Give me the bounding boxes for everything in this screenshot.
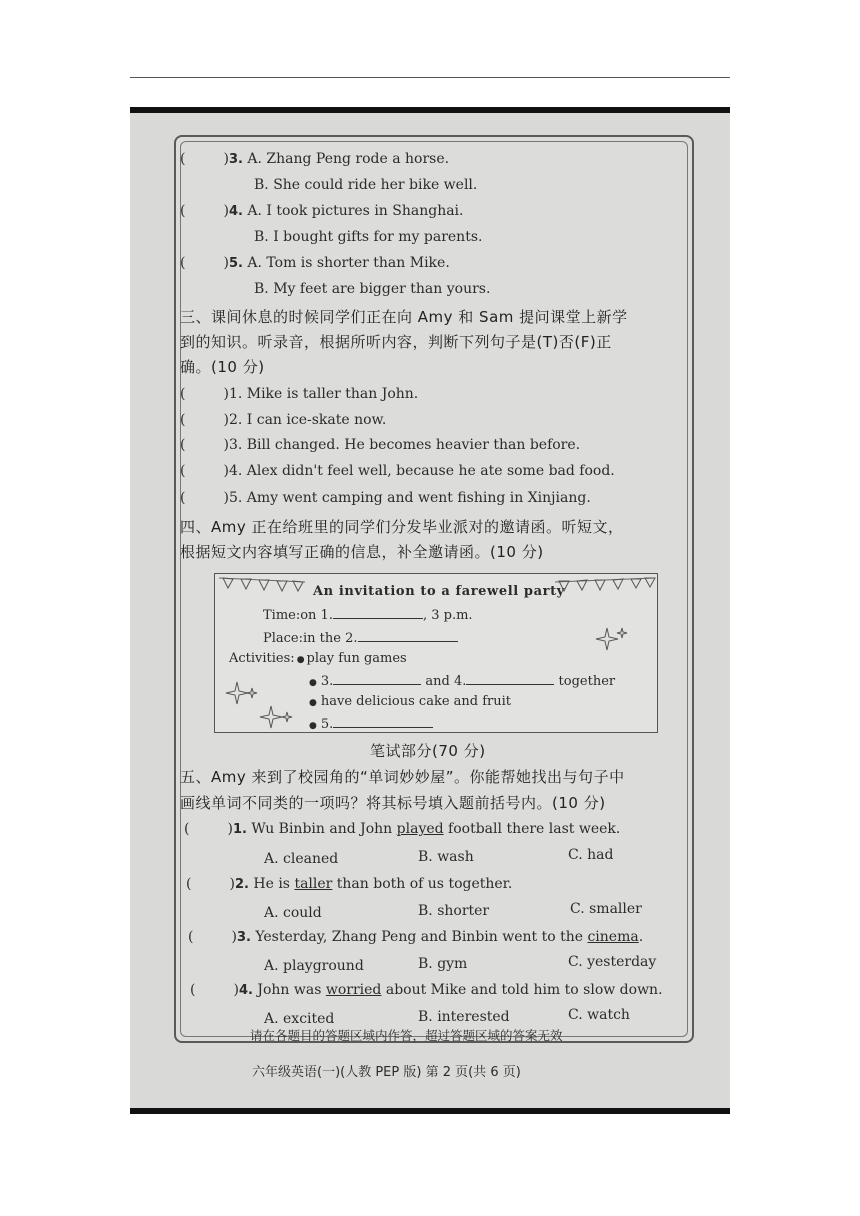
tf-item: ( )3. Bill changed. He becomes heavier than before.: [180, 437, 581, 453]
option-b: B. gym: [418, 956, 468, 972]
option-a: A. playground: [264, 958, 364, 974]
section-5-heading: 五、Amy 来到了校园角的“单词妙妙屋”。你能帮她找出与句子中: [180, 768, 625, 786]
invitation-title: An invitation to a farewell party: [313, 584, 565, 599]
question-row: ( )5. A. Tom is shorter than Mike.: [180, 255, 450, 271]
option-a: A. could: [264, 905, 322, 921]
answer-area-note: 请在各题目的答题区域内作答，超过答题区域的答案无效: [250, 1028, 563, 1043]
tf-item: ( )4. Alex didn't feel well, because he ate some bad food.: [180, 463, 615, 479]
sparkle-icon: [257, 702, 297, 732]
invitation-activity: ● 5.: [309, 715, 433, 732]
tf-item: ( )2. I can ice-skate now.: [180, 412, 387, 428]
invitation-place: Place:in the 2.: [263, 629, 458, 646]
question-row: ( )3. A. Zhang Peng rode a horse.: [180, 151, 450, 167]
section-3-heading: 确。(10 分): [180, 358, 265, 376]
invitation-card: [214, 573, 658, 733]
option-c: C. had: [568, 847, 614, 863]
tf-item: ( )5. Amy went camping and went fishing in Xinjiang.: [180, 490, 591, 506]
option-a: A. excited: [264, 1011, 335, 1027]
option-b: B. I bought gifts for my parents.: [254, 229, 483, 245]
section-5-heading: 画线单词不同类的一项吗？将其标号填入题前括号内。(10 分): [180, 794, 606, 812]
invitation-activity: ● have delicious cake and fruit: [309, 694, 512, 709]
invitation-time: Time:on 1. , 3 p.m.: [263, 608, 473, 623]
tf-item: ( )1. Mike is taller than John.: [180, 386, 419, 402]
question-row: ( )2. He is taller than both of us together.: [186, 876, 513, 892]
option-b: B. She could ride her bike well.: [254, 177, 478, 193]
option-a: A. cleaned: [264, 851, 339, 867]
option-b: B. wash: [418, 849, 474, 865]
written-part-title: 笔试部分(70 分): [370, 742, 486, 760]
option-c: C. smaller: [570, 901, 642, 917]
option-b: B. My feet are bigger than yours.: [254, 281, 491, 297]
exam-page-photo: [130, 107, 730, 1114]
option-b: B. shorter: [418, 903, 490, 919]
section-4-heading: 根据短文内容填写正确的信息，补全邀请函。(10 分): [180, 543, 544, 561]
section-3-heading: 三、课间休息的时候同学们正在向 Amy 和 Sam 提问课堂上新学: [180, 308, 628, 326]
top-rule: [130, 77, 730, 78]
sparkle-icon: [593, 624, 633, 654]
option-c: C. watch: [568, 1007, 630, 1023]
question-row: ( )3. Yesterday, Zhang Peng and Binbin went to the cinema.: [188, 929, 644, 945]
section-4-heading: 四、Amy 正在给班里的同学们分发毕业派对的邀请函。听短文，: [180, 518, 624, 536]
question-row: ( )4. A. I took pictures in Shanghai.: [180, 203, 464, 219]
invitation-activity: Activities: ● play fun games: [229, 651, 407, 666]
option-b: B. interested: [418, 1009, 510, 1025]
question-row: ( )4. John was worried about Mike and told him to slow down.: [190, 982, 663, 998]
section-3-heading: 到的知识。听录音，根据所听内容，判断下列句子是(T)否(F)正: [180, 333, 612, 351]
option-c: C. yesterday: [568, 954, 657, 970]
invitation-activity: ● 3. and 4. together: [309, 674, 616, 689]
question-row: ( )1. Wu Binbin and John played football there last week.: [184, 821, 621, 837]
page-footer: 六年级英语(一)(人教 PEP 版) 第 2 页(共 6 页): [252, 1065, 521, 1080]
